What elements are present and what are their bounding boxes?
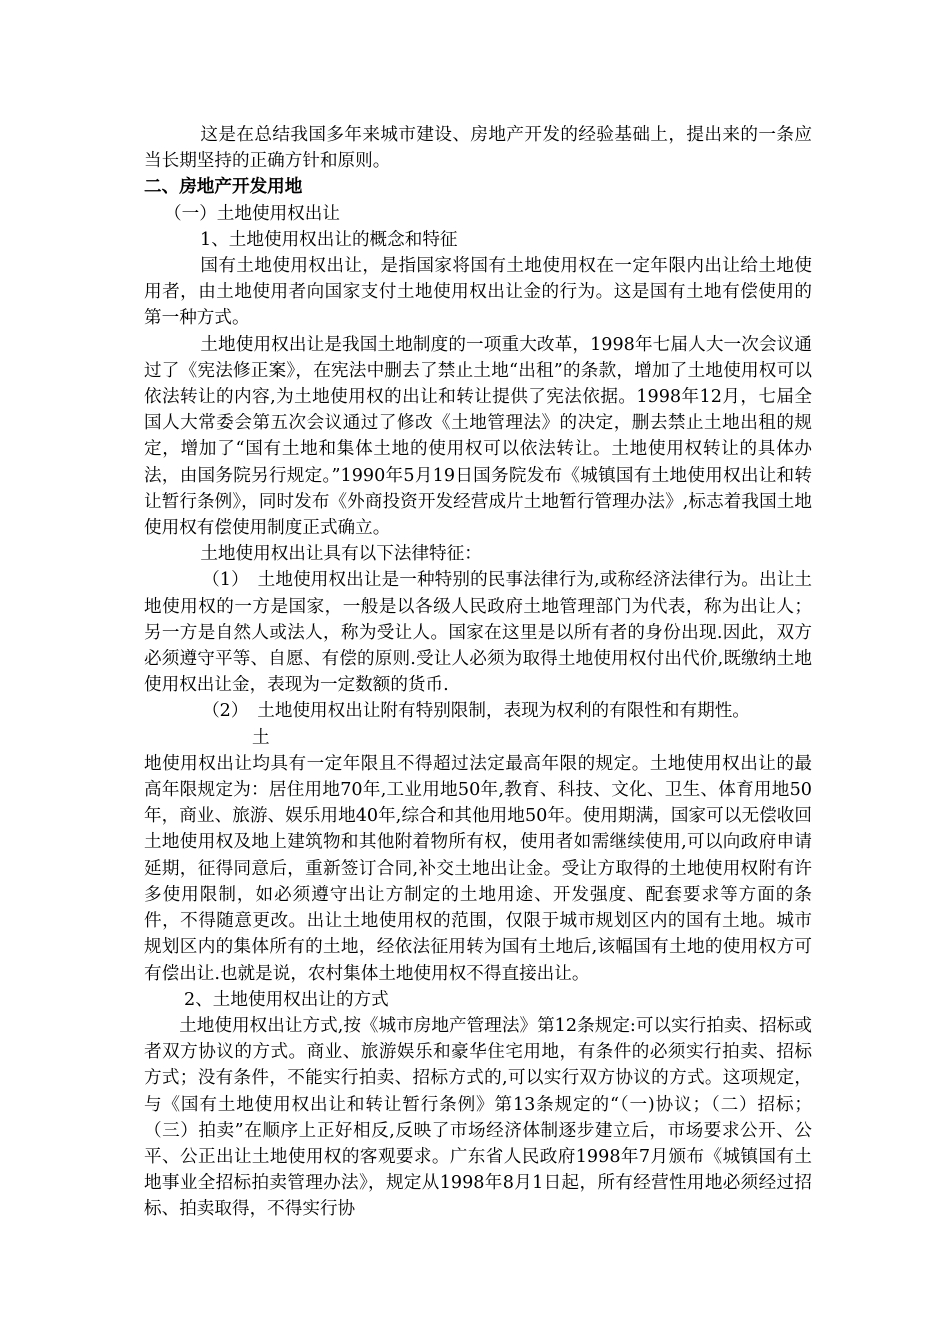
subsection-heading-1: （一）土地使用权出让 (164, 203, 340, 224)
paragraph-term-limits: 地使用权出让均具有一定年限且不得超过法定最高年限的规定。土地使用权出让的最高年限规定为：居住用地70年,工业用地50年,教育、科技、文化、卫生、体育用地50年，商业、旅游、娱乐用地40年,综合和其他用地50年。使用期满，国家可以无偿收回土地使用权及地上建筑物和其他附着物所有权，使用者如需继续使用,可以向政府申请延期，征得同意后，重新签订合同,补交土地出让金。受让方取得的土地使用权附有许多使用限制，如必须遵守出让方制定的土地用途、开发强度、配套要求等方面的条件，不得随意更改。出让土地使用权的范围，仅限于城市规划区内的国有土地。城市规划区内的集体所有的土地，经依法征用转为国有土地后,该幅国有土地的使用权方可有偿出让.也就是说，农村集体土地使用权不得直接出让。 (144, 753, 812, 984)
subsection-heading-1-1: 1、土地使用权出让的概念和特征 (200, 229, 458, 250)
paragraph-definition: 国有土地使用权出让，是指国家将国有土地使用权在一定年限内出让给土地使用者，由土地使用者向国家支付土地使用权出让金的行为。这是国有土地有偿使用的第一种方式。 (144, 256, 812, 329)
feature-item-2: （2） 土地使用权出让附有特别限制，表现为权利的有限性和有期性。 (202, 701, 750, 722)
paragraph-methods: 土地使用权出让方式,按《城市房地产管理法》第12条规定:可以实行拍卖、招标或者双方协议的方式。商业、旅游娱乐和豪华住宅用地，有条件的必须实行拍卖、招标方式；没有条件，不能实行拍卖、招标方式的,可以实行双方协议的方式。这项规定，与《国有土地使用权出让和转让暂行条例》第13条规定的“（一)协议；（二）招标；（三）拍卖”在顺序上正好相反,反映了市场经济体制逐步建立后，市场要求公开、公平、公正出让土地使用权的客观要求。广东省人民政府1998年7月颁布《城镇国有土地事业全招标拍卖管理办法》，规定从1998年8月1日起，所有经营性用地必须经过招标、拍卖取得，不得实行协 (144, 1015, 812, 1220)
subsection-heading-1-2: 2、土地使用权出让的方式 (184, 989, 389, 1010)
section-heading-2: 二、房地产开发用地 (144, 176, 303, 198)
feature-item-2-tail: 土 (252, 727, 270, 748)
paragraph-intro: 这是在总结我国多年来城市建设、房地产开发的经验基础上，提出来的一条应当长期坚持的正确方针和原则。 (144, 125, 812, 172)
feature-item-1: （1） 土地使用权出让是一种特别的民事法律行为,或称经济法律行为。出让土地使用权的一方是国家，一般是以各级人民政府土地管理部门为代表，称为出让人；另一方是自然人或法人，称为受让人。国家在这里是以所有者的身份出现.因此，双方必须遵守平等、自愿、有偿的原则.受让人必须为取得土地使用权付出代价,既缴纳土地使用权出让金，表现为一定数额的货币. (144, 570, 812, 696)
paragraph-reform: 土地使用权出让是我国土地制度的一项重大改革，1998年七届人大一次会议通过了《宪法修正案》，在宪法中删去了禁止土地“出租”的条款，增加了土地使用权可以依法转让的内容,为土地使用权的出让和转让提供了宪法依据。1998年12月，七届全国人大常委会第五次会议通过了修改《土地管理法》的决定，删去禁止土地出租的规定，增加了“国有土地和集体土地的使用权可以依法转让。土地使用权转让的具体办法，由国务院另行规定。”1990年5月19日国务院发布《城镇国有土地使用权出让和转让暂行条例》，同时发布《外商投资开发经营成片土地暂行管理办法》,标志着我国土地使用权有偿使用制度正式确立。 (144, 334, 812, 539)
paragraph-features-intro: 土地使用权出让具有以下法律特征： (200, 544, 482, 565)
